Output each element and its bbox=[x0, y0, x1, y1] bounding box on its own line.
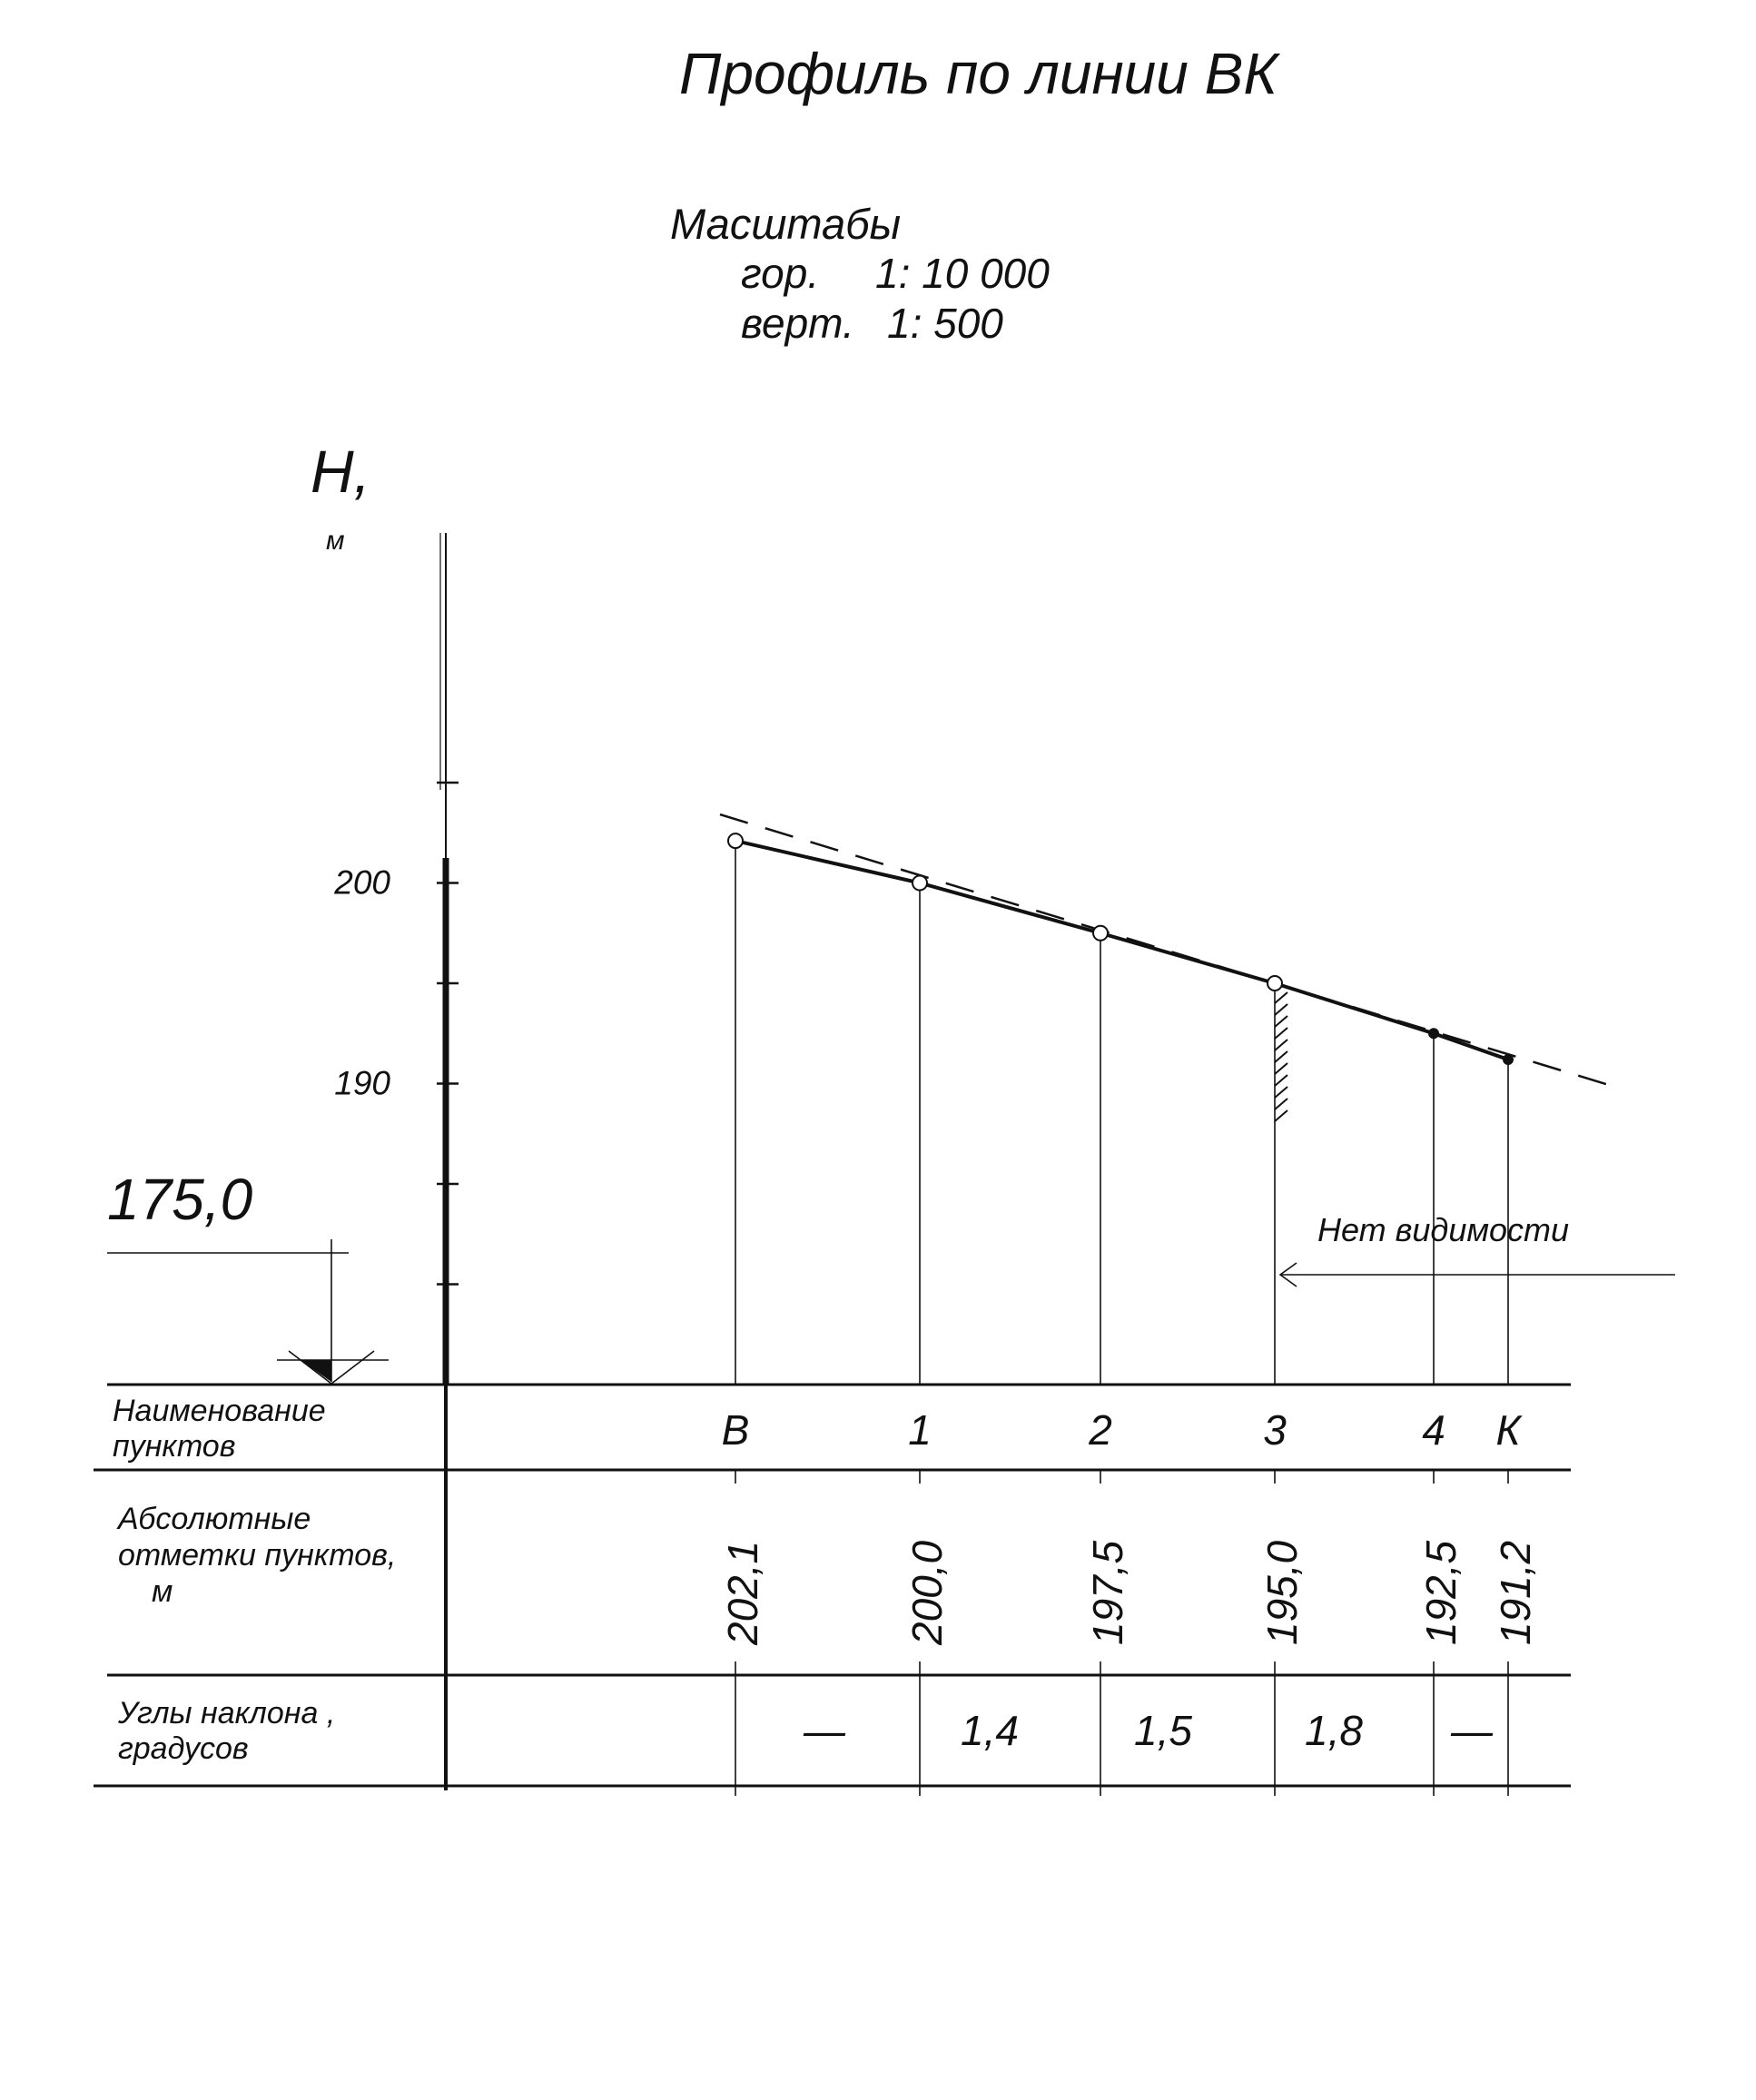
slope-angle: 1,8 bbox=[1305, 1707, 1363, 1754]
scales-heading: Масштабы bbox=[670, 200, 902, 248]
y-tick-label: 190 bbox=[334, 1064, 390, 1102]
visibility-note-text: Нет видимости bbox=[1317, 1211, 1570, 1248]
point-elevation: 195,0 bbox=[1258, 1540, 1306, 1645]
profile-point bbox=[1504, 1055, 1513, 1064]
profile-point bbox=[1093, 926, 1108, 941]
horizontal-scale-value: 1: 10 000 bbox=[875, 250, 1050, 297]
point-name: К bbox=[1495, 1406, 1521, 1454]
slope-angle: — bbox=[1451, 1707, 1493, 1754]
row-label-names-line1: Наименование bbox=[113, 1394, 326, 1428]
point-name: 4 bbox=[1422, 1406, 1445, 1454]
row-label-angles-line1: Углы наклона , bbox=[118, 1696, 336, 1730]
profile-point bbox=[1268, 976, 1282, 991]
slope-angle: 1,4 bbox=[961, 1707, 1019, 1754]
point-name: 1 bbox=[908, 1406, 932, 1454]
y-tick-label: 200 bbox=[334, 863, 390, 902]
point-elevation: 191,2 bbox=[1492, 1540, 1539, 1645]
slope-angle: — bbox=[804, 1707, 845, 1754]
point-name: 3 bbox=[1263, 1406, 1287, 1454]
row-label-elevations-line2: отметки пунктов, bbox=[118, 1538, 397, 1573]
point-elevation: 197,5 bbox=[1084, 1540, 1131, 1645]
point-name: В bbox=[721, 1406, 750, 1454]
page-title: Профиль по линии ВК bbox=[679, 41, 1278, 106]
vertical-scale-value: 1: 500 bbox=[887, 300, 1003, 347]
vertical-scale-label: верт. bbox=[741, 300, 854, 347]
point-name: 2 bbox=[1089, 1406, 1112, 1454]
point-elevation: 202,1 bbox=[719, 1540, 766, 1645]
point-elevation: 192,5 bbox=[1417, 1540, 1465, 1645]
row-label-elevations-line1: Абсолютные bbox=[118, 1502, 311, 1536]
row-label-angles-line2: градусов bbox=[118, 1731, 249, 1766]
profile-point bbox=[913, 876, 927, 891]
reference-level-value: 175,0 bbox=[107, 1167, 253, 1232]
y-axis-label: H, bbox=[311, 438, 370, 505]
horizontal-scale-label: гор. bbox=[741, 250, 820, 297]
point-elevation: 200,0 bbox=[903, 1540, 951, 1645]
row-label-elevations-line3: м bbox=[152, 1574, 173, 1609]
row-label-names-line2: пунктов bbox=[113, 1429, 236, 1464]
y-axis-unit: м bbox=[326, 526, 345, 556]
slope-angle: 1,5 bbox=[1134, 1707, 1192, 1754]
profile-point bbox=[728, 833, 743, 848]
profile-point bbox=[1429, 1029, 1438, 1038]
